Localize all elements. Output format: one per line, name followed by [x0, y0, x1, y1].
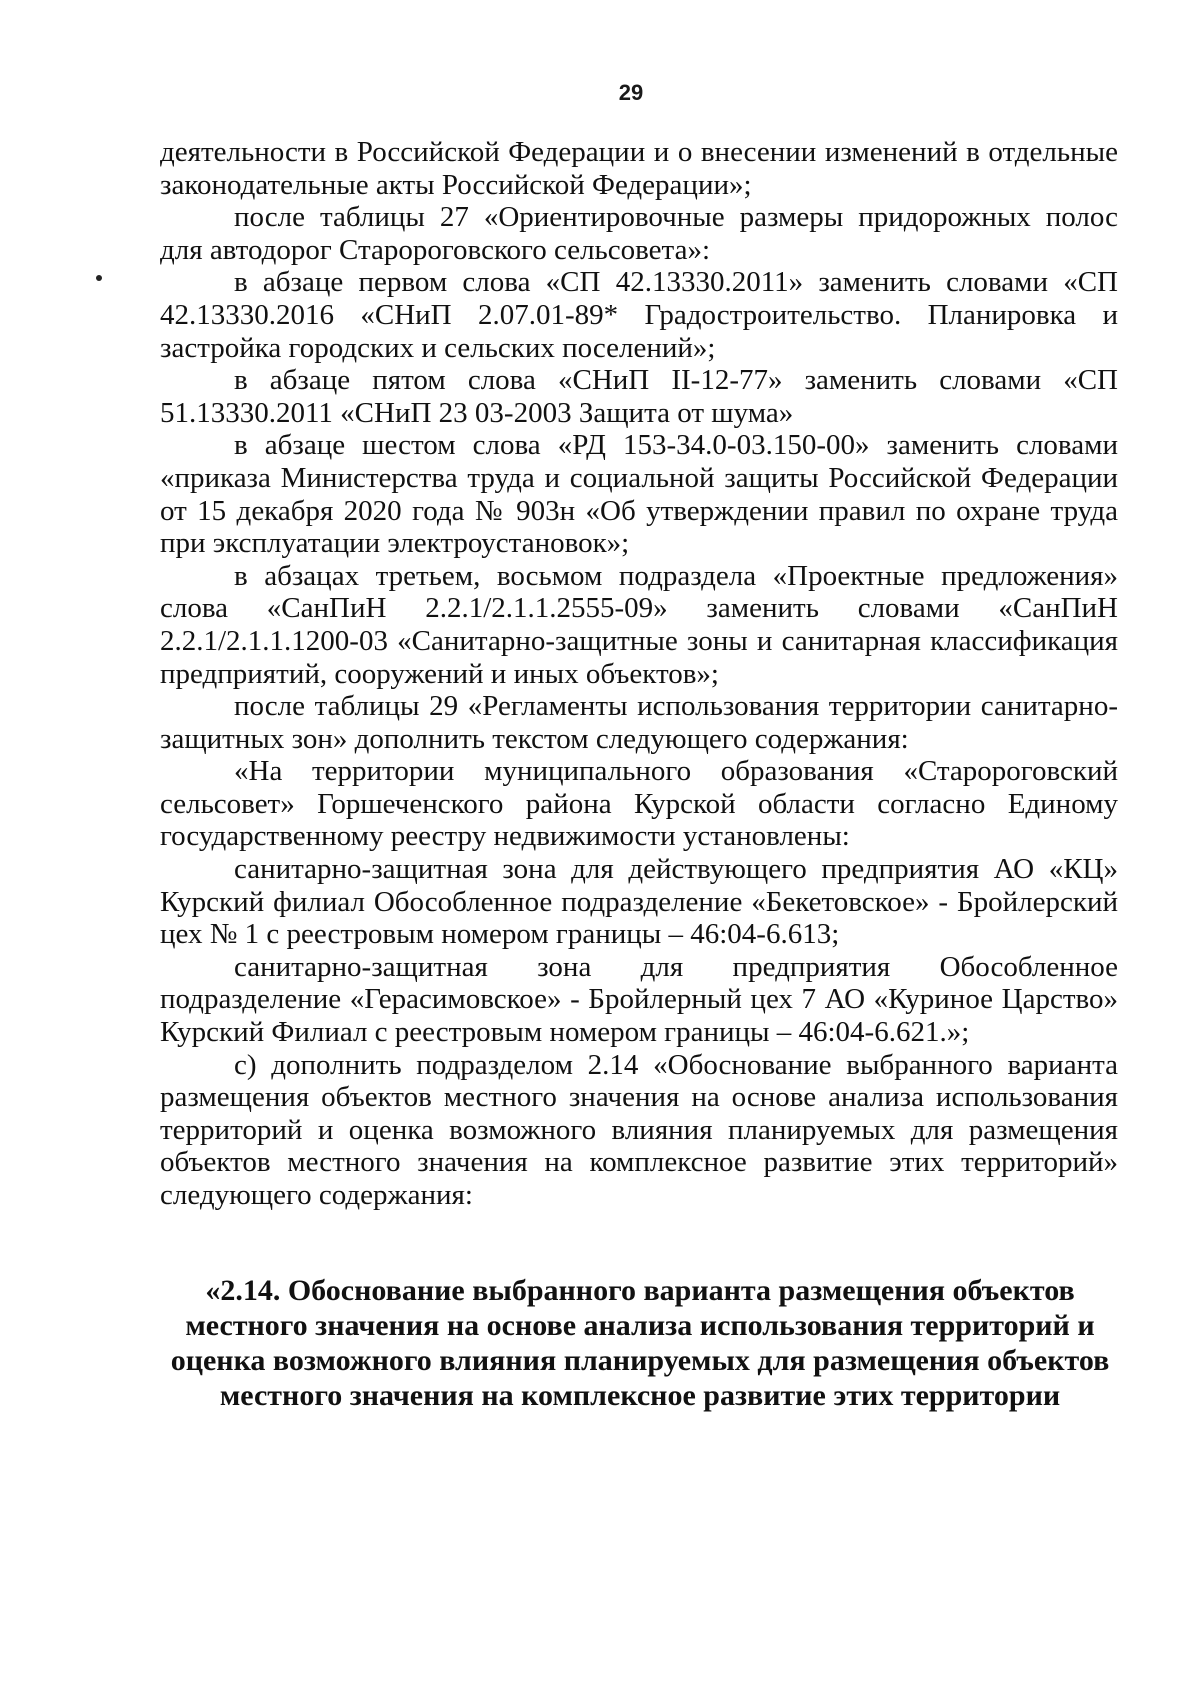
section-heading — [150, 1273, 1130, 1413]
paragraph-territory: «На территории муниципального образования «Старороговский сельсовет» Горшеченского района Курской области согласно Единому государственному реестру недвижимости установлены: — [160, 755, 1118, 853]
scan-artifact-dot — [96, 275, 102, 281]
paragraph-zone-gerasimovskoe: санитарно-защитная зона для предприятия Обособленное подразделение «Герасимовское» - Бройлерный цех 7 АО «Куриное Царство» Курский Филиал с реестровым номером границы – 46:04-6.621.»; — [160, 950, 1118, 1049]
body-text — [160, 136, 1118, 1212]
heading-line: местного значения на основе анализа использования территорий и — [185, 1309, 1095, 1342]
paragraph-sixth-abzac: в абзаце шестом слова «РД 153-34.0-03.150-00» заменить словами «приказа Министерства труда и социальной защиты Российской Федерации от 15 декабря 2020 года № 903н «Об утверждении правил по охране труда при эксплуатации электроустановок»; — [160, 429, 1118, 560]
paragraph-zone-beketovskoe: санитарно-защитная зона для действующего предприятия АО «КЦ» Курский филиал Обособленное подразделение «Бекетовское» - Бройлерский цех № 1 с реестровым номером границы – 46:04-6.613; — [160, 853, 1118, 951]
heading-line: «2.14. Обоснование выбранного варианта размещения объектов — [205, 1274, 1075, 1307]
paragraph-fifth-abzac: в абзаце пятом слова «СНиП II-12-77» заменить словами «СП 51.13330.2011 «СНиП 23 03-2003 Защита от шума» — [160, 364, 1118, 429]
paragraph-third-eighth-abzac: в абзацах третьем, восьмом подраздела «Проектные предложения» слова «СанПиН 2.2.1/2.1.1.2555-09» заменить словами «СанПиН 2.2.1/2.1.1.1200-03 «Санитарно-защитные зоны и санитарная классификация предприятий, сооружений и иных объектов»; — [160, 559, 1118, 690]
paragraph-continuation: деятельности в Российской Федерации и о внесении изменений в отдельные законодательные акты Российской Федерации»; — [160, 136, 1118, 201]
paragraph-table-29: после таблицы 29 «Регламенты использования территории санитарно-защитных зон» дополнить текстом следующего содержания: — [160, 690, 1118, 755]
paragraph-subsection-2-14: с) дополнить подразделом 2.14 «Обоснование выбранного варианта размещения объектов местного значения на основе анализа использования территорий и оценка возможного влияния планируемых для размещения объектов местного значения на комплексное развитие этих территорий» следующего содержания: — [160, 1048, 1118, 1211]
heading-line: местного значения на комплексное развитие этих территории — [219, 1379, 1061, 1412]
paragraph-table-27: после таблицы 27 «Ориентировочные размеры придорожных полос для автодорог Старороговского сельсовета»: — [160, 201, 1118, 266]
page-number: 29 — [618, 80, 644, 105]
paragraph-first-abzac: в абзаце первом слова «СП 42.13330.2011» заменить словами «СП 42.13330.2016 «СНиП 2.07.01-89* Градостроительство. Планировка и застройка городских и сельских поселений»; — [160, 266, 1118, 364]
heading-line: оценка возможного влияния планируемых для размещения объектов — [170, 1344, 1110, 1377]
